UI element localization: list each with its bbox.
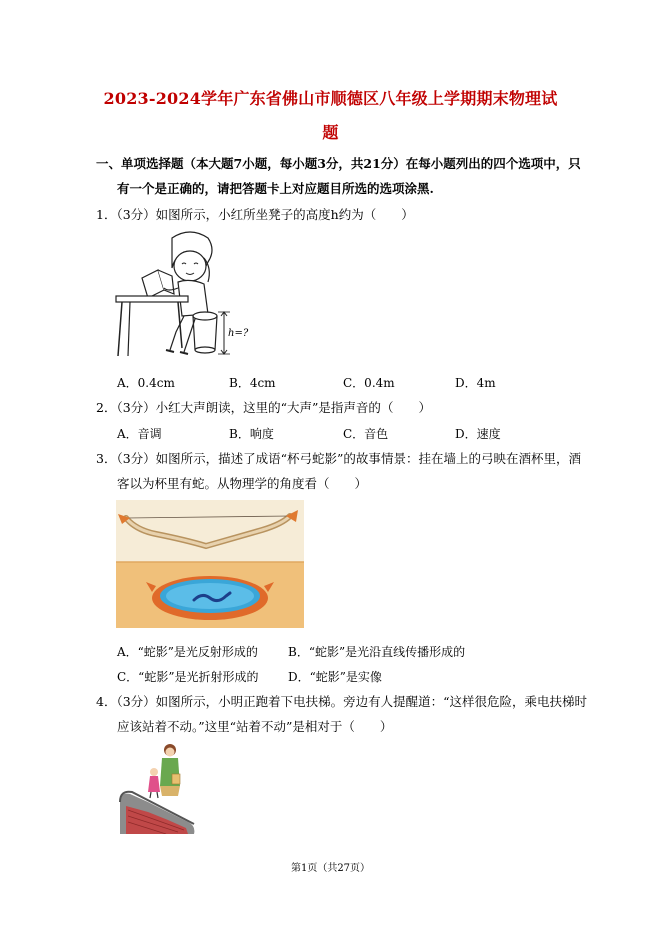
section-instructions-line2: 有一个是正确的，请把答题卡上对应题目所选的选项涂黑. <box>117 181 434 196</box>
q3-option-d: D．“蛇影”是实像 <box>288 670 382 684</box>
q2-option-a: A．音调 <box>117 427 162 441</box>
q1-option-c: C．0.4m <box>343 376 395 390</box>
question-1-stem: 1．（3分）如图所示，小红所坐凳子的高度h约为（ ） <box>96 207 414 222</box>
question-2-stem: 2．（3分）小红大声朗读，这里的“大声”是指声音的（ ） <box>96 400 431 415</box>
q2-option-b: B．响度 <box>229 427 274 441</box>
document-title-line1: 2023-2024学年广东省佛山市顺德区八年级上学期期末物理试 <box>103 89 558 108</box>
bow-and-cup-illustration <box>116 500 304 628</box>
q1-option-a: A．0.4cm <box>117 376 175 390</box>
girl-reading-illustration <box>112 228 260 358</box>
document-title-line2: 题 <box>322 123 339 142</box>
q1-option-d: D．4m <box>455 376 496 390</box>
question-3-stem-line2: 客以为杯里有蛇。从物理学的角度看（ ） <box>117 476 368 491</box>
q1-option-b: B．4cm <box>229 376 276 390</box>
escalator-illustration <box>118 742 196 834</box>
q3-option-b: B．“蛇影”是光沿直线传播形成的 <box>288 645 466 659</box>
section-instructions-line1: 一、单项选择题（本大题7小题，每小题3分，共21分）在每小题列出的四个选项中，只 <box>96 156 581 171</box>
question-4-stem-line2: 应该站着不动。”这里“站着不动”是相对于（ ） <box>117 719 393 734</box>
q3-option-a: A．“蛇影”是光反射形成的 <box>117 645 258 659</box>
q2-option-c: C．音色 <box>343 427 389 441</box>
q3-option-c: C．“蛇影”是光折射形成的 <box>117 670 259 684</box>
q2-option-d: D．速度 <box>455 427 501 441</box>
question-3-stem-line1: 3．（3分）如图所示，描述了成语“杯弓蛇影”的故事情景：挂在墙上的弓映在酒杯里，酒 <box>96 451 581 466</box>
height-label: h=? <box>228 328 249 339</box>
question-4-stem-line1: 4．（3分）如图所示，小明正跑着下电扶梯。旁边有人提醒道：“这样很危险，乘电扶梯时 <box>96 694 588 709</box>
page-footer: 第1页（共27页） <box>290 863 371 874</box>
